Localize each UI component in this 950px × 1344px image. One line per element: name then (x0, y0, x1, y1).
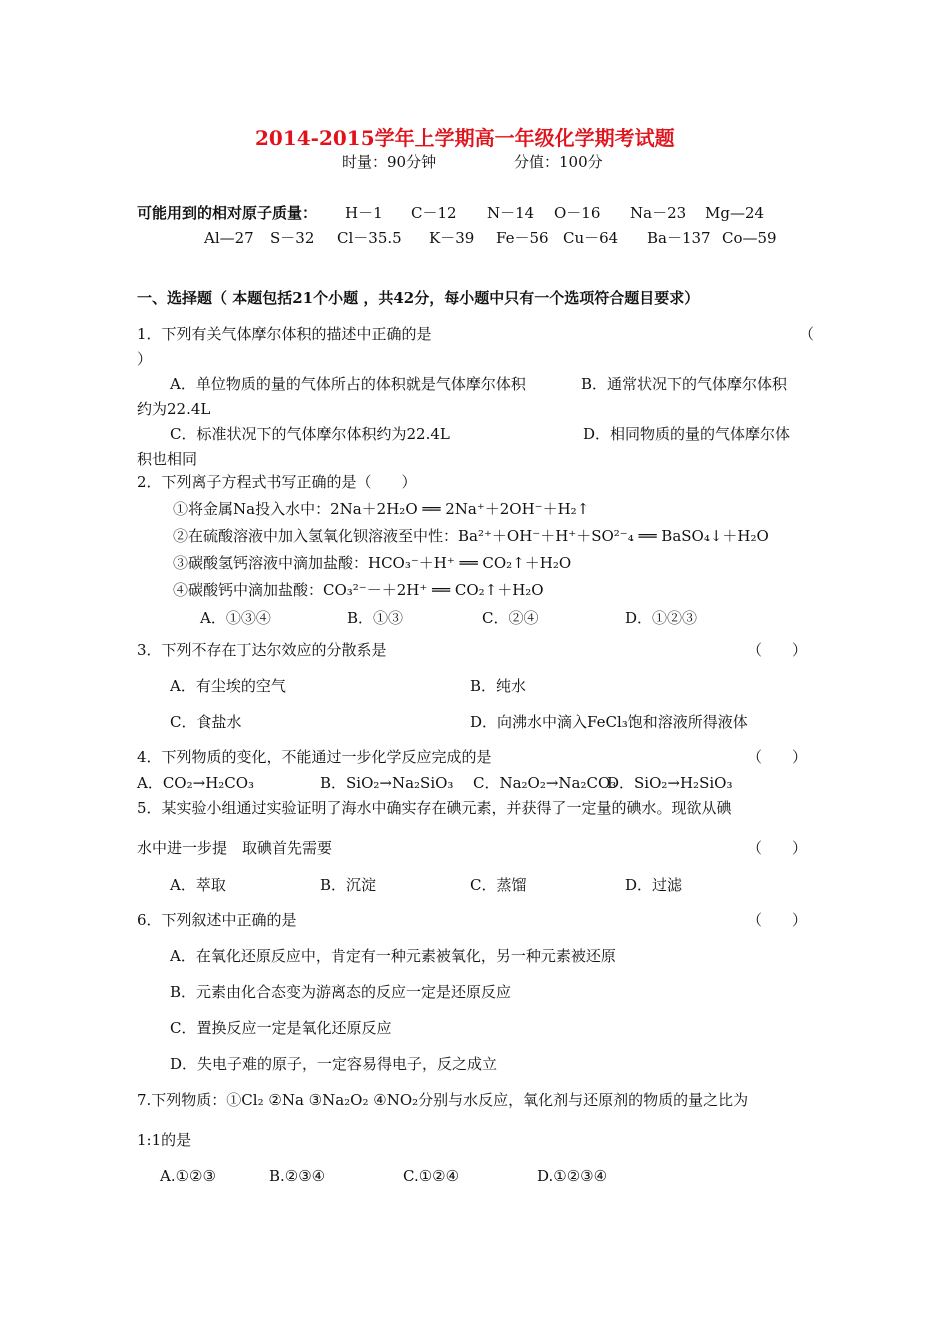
q4-option-c: C．Na₂O₂→Na₂CO₃ (473, 774, 617, 792)
atomic-mass-c: C－12 (411, 204, 457, 222)
q6-option-a: A．在氧化还原反应中，肯定有一种元素被氧化，另一种元素被还原 (170, 947, 616, 965)
q5-option-a: A．萃取 (170, 876, 226, 894)
q6-option-c: C．置换反应一定是氧化还原反应 (170, 1019, 392, 1037)
q3-paren: （ ） (747, 641, 808, 659)
q1-option-d: D．相同物质的量的气体摩尔体 (583, 425, 791, 443)
q1-option-a: A．单位物质的量的气体所占的体积就是气体摩尔体积 (170, 375, 526, 393)
q4-stem: 4．下列物质的变化，不能通过一步化学反应完成的是 (137, 748, 492, 766)
q2-option-d: D．①②③ (625, 609, 698, 627)
q4-option-b: B．SiO₂→Na₂SiO₃ (320, 774, 454, 792)
q2-statement-3: ③碳酸氢钙溶液中滴加盐酸：HCO₃⁻＋H⁺ ══ CO₂↑＋H₂O (173, 554, 572, 572)
q3-stem: 3．下列不存在丁达尔效应的分散系是 (137, 641, 387, 659)
q7-stem-cont: 1:1的是 (137, 1131, 192, 1149)
q3-option-c: C．食盐水 (170, 713, 242, 731)
q6-stem: 6．下列叙述中正确的是 (137, 911, 297, 929)
q3-option-a: A．有尘埃的空气 (170, 677, 286, 695)
q5-option-c: C．蒸馏 (470, 876, 527, 894)
q5-paren: （ ） (747, 839, 808, 857)
q3-option-b: B．纯水 (470, 677, 527, 695)
q3-option-d: D．向沸水中滴入FeCl₃饱和溶液所得液体 (470, 713, 748, 731)
q1-paren-open: （ (799, 325, 815, 343)
atomic-mass-co: Co—59 (722, 229, 777, 247)
atomic-mass-na: Na－23 (630, 204, 687, 222)
q6-option-d: D．失电子难的原子，一定容易得电子，反之成立 (170, 1055, 498, 1073)
q7-option-b: B.②③④ (269, 1167, 326, 1185)
exam-score: 分值：100分 (514, 153, 603, 171)
q2-stem: 2．下列离子方程式书写正确的是（ ） (137, 473, 417, 491)
q2-statement-4: ④碳酸钙中滴加盐酸：CO₃²⁻－＋2H⁺ ══ CO₂↑＋H₂O (173, 581, 544, 599)
atomic-mass-n: N－14 (487, 204, 535, 222)
q1-stem: 1．下列有关气体摩尔体积的描述中正确的是 (137, 325, 432, 343)
exam-time: 时量：90分钟 (342, 153, 437, 171)
q4-option-a: A．CO₂→H₂CO₃ (137, 774, 255, 792)
atomic-mass-fe: Fe－56 (496, 229, 549, 247)
atomic-mass-s: S－32 (270, 229, 315, 247)
q4-option-d: D．SiO₂→H₂SiO₃ (607, 774, 733, 792)
page-title: 2014-2015学年上学期高一年级化学期考试题 (255, 126, 675, 150)
q1-option-c: C．标准状况下的气体摩尔体积约为22.4L (170, 425, 450, 443)
atomic-mass-al: Al—27 (204, 229, 254, 247)
atomic-mass-cu: Cu－64 (563, 229, 619, 247)
section-heading: 一、选择题（ 本题包括21个小题 ，共42分，每小题中只有一个选项符合题目要求） (137, 289, 700, 307)
q6-paren: （ ） (747, 911, 808, 929)
q2-statement-1: ①将金属Na投入水中：2Na＋2H₂O ══ 2Na⁺＋2OH⁻＋H₂↑ (173, 500, 590, 518)
q5-stem-cont: 水中进一步提 取碘首先需要 (137, 839, 333, 857)
q2-option-a: A．①③④ (200, 609, 271, 627)
q2-option-c: C．②④ (482, 609, 539, 627)
atomic-mass-o: O－16 (554, 204, 601, 222)
q5-stem: 5．某实验小组通过实验证明了海水中确实存在碘元素，并获得了一定量的碘水。现欲从碘 (137, 799, 732, 817)
atomic-mass-mg: Mg—24 (705, 204, 765, 222)
q2-option-b: B．①③ (347, 609, 404, 627)
q5-option-b: B．沉淀 (320, 876, 377, 894)
atomic-mass-label: 可能用到的相对原子质量： (137, 204, 318, 222)
q7-stem: 7.下列物质：①Cl₂ ②Na ③Na₂O₂ ④NO₂分别与水反应，氧化剂与还原剂的物质的量之比为 (137, 1091, 749, 1109)
q7-option-c: C.①②④ (403, 1167, 460, 1185)
atomic-mass-k: K－39 (429, 229, 475, 247)
q6-option-b: B．元素由化合态变为游离态的反应一定是还原反应 (170, 983, 512, 1001)
q7-option-d: D.①②③④ (537, 1167, 608, 1185)
q1-option-b-cont: 约为22.4L (137, 400, 211, 418)
atomic-mass-ba: Ba－137 (647, 229, 711, 247)
q5-option-d: D．过滤 (625, 876, 683, 894)
atomic-mass-cl: Cl－35.5 (337, 229, 402, 247)
q4-paren: （ ） (747, 748, 808, 766)
q1-option-b: B．通常状况下的气体摩尔体积 (581, 375, 788, 393)
q7-option-a: A.①②③ (160, 1167, 216, 1185)
q1-option-d-cont: 积也相同 (137, 450, 198, 468)
q1-paren-close: ） (137, 350, 153, 368)
atomic-mass-h: H－1 (345, 204, 383, 222)
q2-statement-2: ②在硫酸溶液中加入氢氧化钡溶液至中性：Ba²⁺＋OH⁻＋H⁺＋SO²⁻₄ ══ BaSO₄↓＋H₂O (173, 527, 769, 545)
